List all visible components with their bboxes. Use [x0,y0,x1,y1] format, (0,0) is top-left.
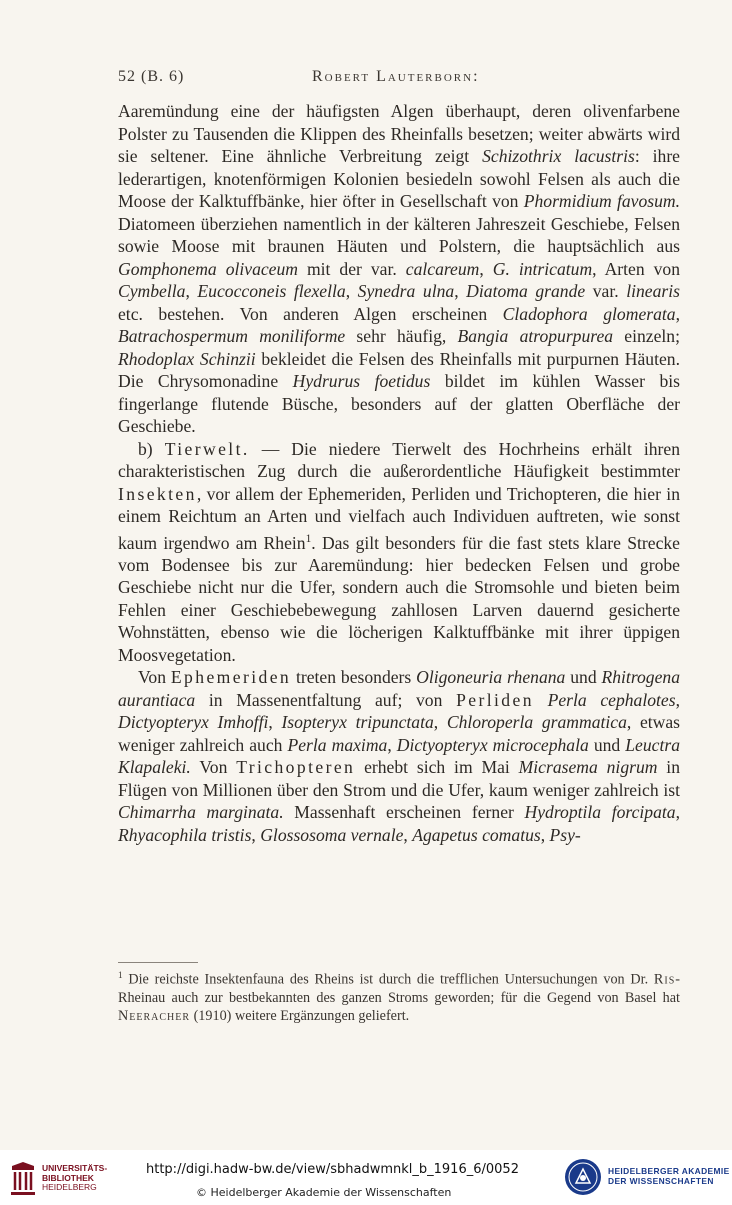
library-name: UNIVERSITÄTS- BIBLIOTHEK HEIDELBERG [42,1163,108,1192]
main-text [118,100,680,846]
page-number: 52 (B. 6) [118,68,185,85]
academy-seal-icon[interactable] [563,1157,603,1197]
footnote-rule [118,962,198,963]
academy-name: HEIDELBERGER AKADEMIE DER WISSENSCHAFTEN [608,1166,730,1186]
digitization-footer [0,1150,732,1205]
running-title: Robert Lauterborn: [312,68,480,85]
copyright-notice: © Heidelberger Akademie der Wissenschaften [196,1186,452,1199]
paragraph-ephemeriden: Von Ephemeriden treten besonders Oligoneuria rhenana und Rhitrogena aurantiaca in Massenentfaltung auf; von Perliden Perla cephalotes, Dictyopteryx Imhoffi, Isopteryx tripunctata, Chloroperla grammatica, etwas weniger zahlreich auch Perla maxima, Dictyopteryx microcephala und Leuctra Klapaleki. Von Trichopteren erhebt sich im Mai Micrasema nigrum in Flügen von Millionen über den Strom und die Ufer, kaum weniger zahlreich ist Chimarrha marginata. Massenhaft erscheinen ferner Hydroptila forcipata, Rhyacophila tristis, Glossosoma vernale, Agapetus comatus, Psy- [118,667,681,845]
paragraph-fauna: b) Tierwelt. — Die niedere Tierwelt des Hochrheins erhält ihren charakteristischen Zug durch die außerordentliche Häufigkeit bestimmter Insekten, vor allem der Ephemeriden, Perliden und Trichopteren, die hier in einem Reichtum an Arten und vielfach auch Individuen auftreten, wie sonst kaum irgendwo am Rhein$^1$. Das gilt besonders für die fast stets klare Strecke vom Bodensee bis zur Aaremündung: hier bedecken Felsen und grobe Geschiebe nicht nur die Ufer, sondern auch die Stromsohle und bieten beim Fehlen einer Geschiebebewegung zahllosen Larven dauernd gesicherte Wohnstätten, ebenso wie die löcherigen Kalktuffbänke mit ihrer üppigen Moosvegetation. [118,438,680,665]
paragraph-algae: Aaremündung eine der häufigsten Algen überhaupt, deren olivenfarbene Polster zu Tausenden die Klippen des Rheinfalls besetzen; weiter abwärts wird sie seltener. Eine ähnliche Verbreitung zeigt Schizothrix lacustris: ihre lederartigen, knotenförmigen Kolonien besiedeln sowohl Felsen als auch die Moose der Kalktuffbänke, hier öfter in Gesellschaft von Phormidium favosum. Diatomeen überziehen namentlich in der kälteren Jahreszeit Geschiebe, Felsen sowie Moose mit braunen Häuten und Polstern, die hauptsächlich aus Gomphonema olivaceum mit der var. calcareum, G. intricatum, Arten von Cymbella, Eucocconeis flexella, Synedra ulna, Diatoma grande var. linearis etc. bestehen. Von anderen Algen erscheinen Cladophora glomerata, Batrachospermum moniliforme sehr häufig, Bangia atropurpurea einzeln; Rhodoplax Schinzii bekleidet die Felsen des Rheinfalls mit purpurnen Häuten. Die Chrysomonadine Hydrurus foetidus bildet im kühlen Wasser bis fingerlange flutende Büsche, besonders auf der glatten Oberfläche der Geschiebe. [118,101,681,436]
library-logo-icon[interactable] [8,1160,38,1198]
permalink-url[interactable]: http://digi.hadw-bw.de/view/sbhadwmnkl_b_1916_6/0052 [146,1162,519,1177]
footnote: $^1$ Die reichste Insektenfauna des Rheins ist durch die trefflichen Untersuchungen von Dr. Ris-Rheinau auch zur bestbekannten des ganzen Stroms geworden; für die Gegend von Basel hat Neeracher (1910) weitere Ergänzungen geliefert. [118,970,680,1024]
